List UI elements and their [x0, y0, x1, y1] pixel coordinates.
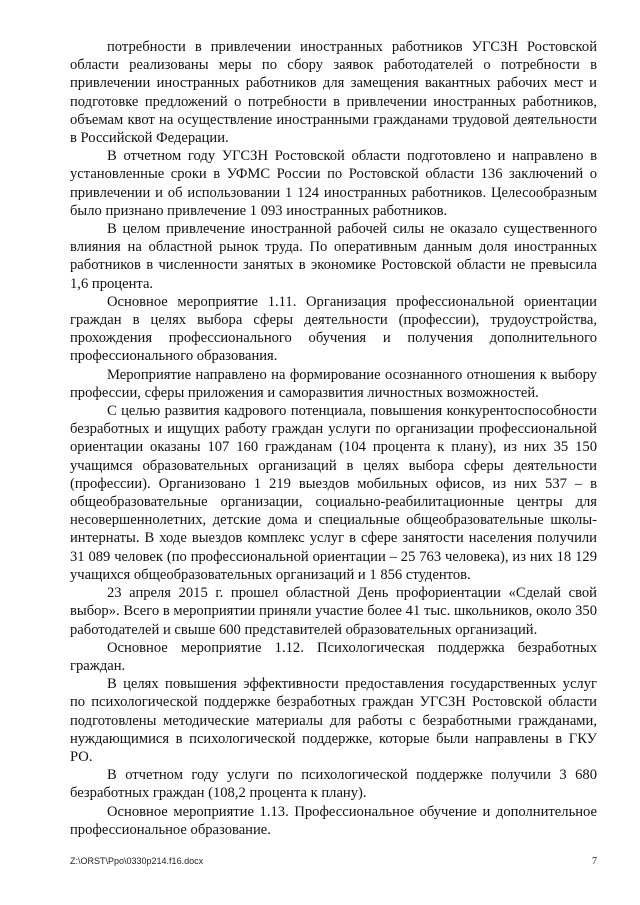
paragraph-9: В целях повышения эффективности предоставления государственных услуг по психологической поддержке безработных граждан УГСЗН Ростовской области подготовлены методические материалы для работы с безработными гражданами, нуждающимися в психологической поддержке, которые были направлены в ГКУ РО.: [70, 676, 597, 765]
paragraph-10: В отчетном году услуги по психологической поддержке получили 3 680 безработных граждан (108,2 процента к плану).: [70, 767, 597, 802]
file-path: Z:\ORST\Ppo\0330p214.f16.docx: [70, 856, 204, 866]
paragraph-5: Мероприятие направлено на формирование осознанного отношения к выбору профессии, сферы приложения и саморазвития личностных возможностей.: [70, 366, 597, 401]
paragraph-8: Основное мероприятие 1.12. Психологическая поддержка безработных граждан.: [70, 639, 597, 674]
page-number: 7: [592, 856, 597, 867]
paragraph-11: Основное мероприятие 1.13. Профессиональное обучение и дополнительное профессиональное образование.: [70, 803, 597, 838]
page-footer: [70, 856, 597, 870]
paragraph-6: С целью развития кадрового потенциала, повышения конкурентоспособности безработных и ищущих работу граждан услуги по организации профессиональной ориентации оказаны 107 160 гражданам (104 процента к плану), из них 35 150 учащимся образовательных организаций в целях выбора сферы деятельности (профессии). Организовано 1 219 выездов мобильных офисов, из них 537 – в общеобразовательные организации, социально-реабилитационные центры для несовершеннолетних, детские дома и специальные общеобразовательные школы-интернаты. В ходе выездов комплекс услуг в сфере занятости населения получили 31 089 человек (по профессиональной ориентации – 25 763 человека), из них 18 129 учащихся общеобразовательных организаций и 1 856 студентов.: [70, 403, 597, 583]
paragraph-1: потребности в привлечении иностранных работников УГСЗН Ростовской области реализованы меры по сбору заявок работодателей о потребности в привлечении иностранных работников для замещения вакантных рабочих мест и подготовке предложений о потребности в привлечении иностранных работников, объемам квот на осуществление иностранными гражданами трудовой деятельности в Российской Федерации.: [70, 39, 597, 147]
document-body: [70, 38, 597, 839]
paragraph-4: Основное мероприятие 1.11. Организация профессиональной ориентации граждан в целях выбора сферы деятельности (профессии), трудоустройства, прохождения профессионального обучения и получения дополнительного профессионального образования.: [70, 293, 597, 365]
paragraph-7: 23 апреля 2015 г. прошел областной День профориентации «Сделай свой выбор». Всего в мероприятии приняли участие более 41 тыс. школьников, около 350 работодателей и свыше 600 представителей образовательных организаций.: [70, 585, 597, 638]
paragraph-3: В целом привлечение иностранной рабочей силы не оказало существенного влияния на областной рынок труда. По оперативным данным доля иностранных работников в численности занятых в экономике Ростовской области не превысила 1,6 процента.: [70, 221, 597, 292]
paragraph-2: В отчетном году УГСЗН Ростовской области подготовлено и направлено в установленные сроки в УФМС России по Ростовской области 136 заключений о привлечении и об использовании 1 124 иностранных работников. Целесообразным было признано привлечение 1 093 иностранных работников.: [70, 148, 597, 219]
